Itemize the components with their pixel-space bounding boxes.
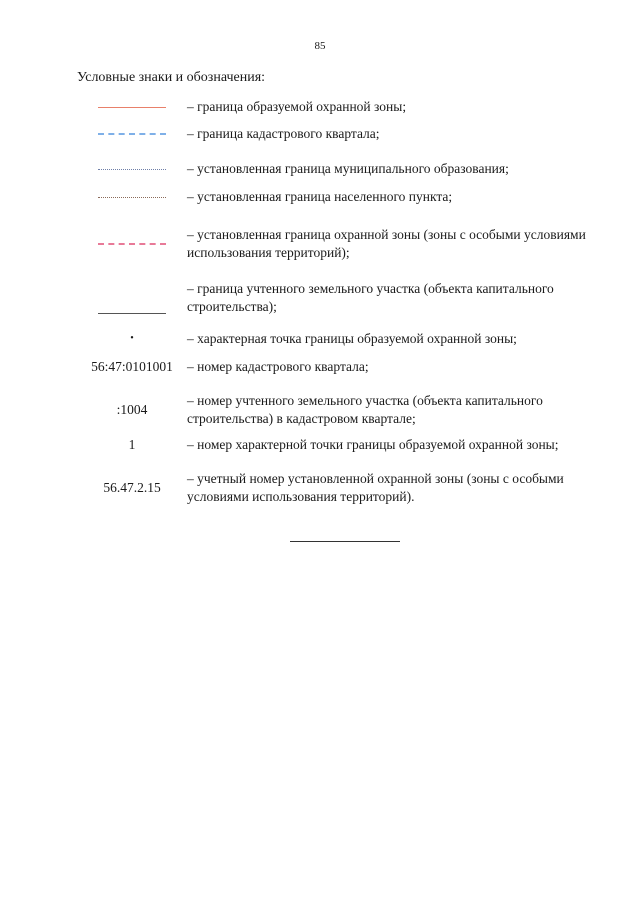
legend-item [77,226,607,262]
legend-symbol [77,160,187,178]
legend-description: – граница учтенного земельного участка (объекта капитального строительства); [187,281,554,314]
legend-description: – учетный номер установленной охранной зоны (зоны с особыми условиями использования территорий). [187,471,564,504]
legend-description: – номер кадастрового квартала; [187,359,369,374]
legend-symbol: • [130,333,134,344]
line-symbol-icon [98,197,166,198]
legend-symbol: 56:47:0101001 [91,359,173,374]
legend-symbol [77,98,187,116]
line-symbol-icon [98,243,166,245]
legend-symbol [77,226,187,262]
legend-item [77,188,607,206]
line-symbol-icon [98,169,166,170]
legend-item [77,358,607,376]
legend-description: – установленная граница муниципального образования; [187,161,509,176]
legend-title: Условные знаки и обозначения: [77,70,266,85]
legend-item [77,392,607,428]
legend-description: – установленная граница охранной зоны (зоны с особыми условиями использования территорий); [187,227,586,260]
page-number: 85 [314,40,326,52]
legend-item [77,160,607,178]
legend-item [77,470,607,506]
legend-symbol: :1004 [116,402,148,417]
line-symbol-icon [98,107,166,108]
legend-item [77,330,607,348]
legend-description: – граница образуемой охранной зоны; [187,99,407,114]
legend-symbol [77,125,187,143]
legend-symbol: 56.47.2.15 [103,480,161,495]
line-symbol-icon [98,313,166,314]
line-symbol-icon [98,133,166,135]
legend-symbol [77,188,187,206]
legend-item [77,436,607,454]
legend-symbol: 1 [128,437,136,452]
legend-symbol [77,280,187,316]
legend-item [77,125,607,143]
legend-description: – установленная граница населенного пункта; [187,189,453,204]
separator-line [290,541,400,542]
legend-item [77,98,607,116]
legend-description: – характерная точка границы образуемой охранной зоны; [187,331,517,346]
legend-description: – номер характерной точки границы образуемой охранной зоны; [187,437,559,452]
legend-description: – граница кадастрового квартала; [187,126,380,141]
legend-item [77,280,607,316]
legend-description: – номер учтенного земельного участка (объекта капитального строительства) в кадастровом квартале; [187,393,543,426]
